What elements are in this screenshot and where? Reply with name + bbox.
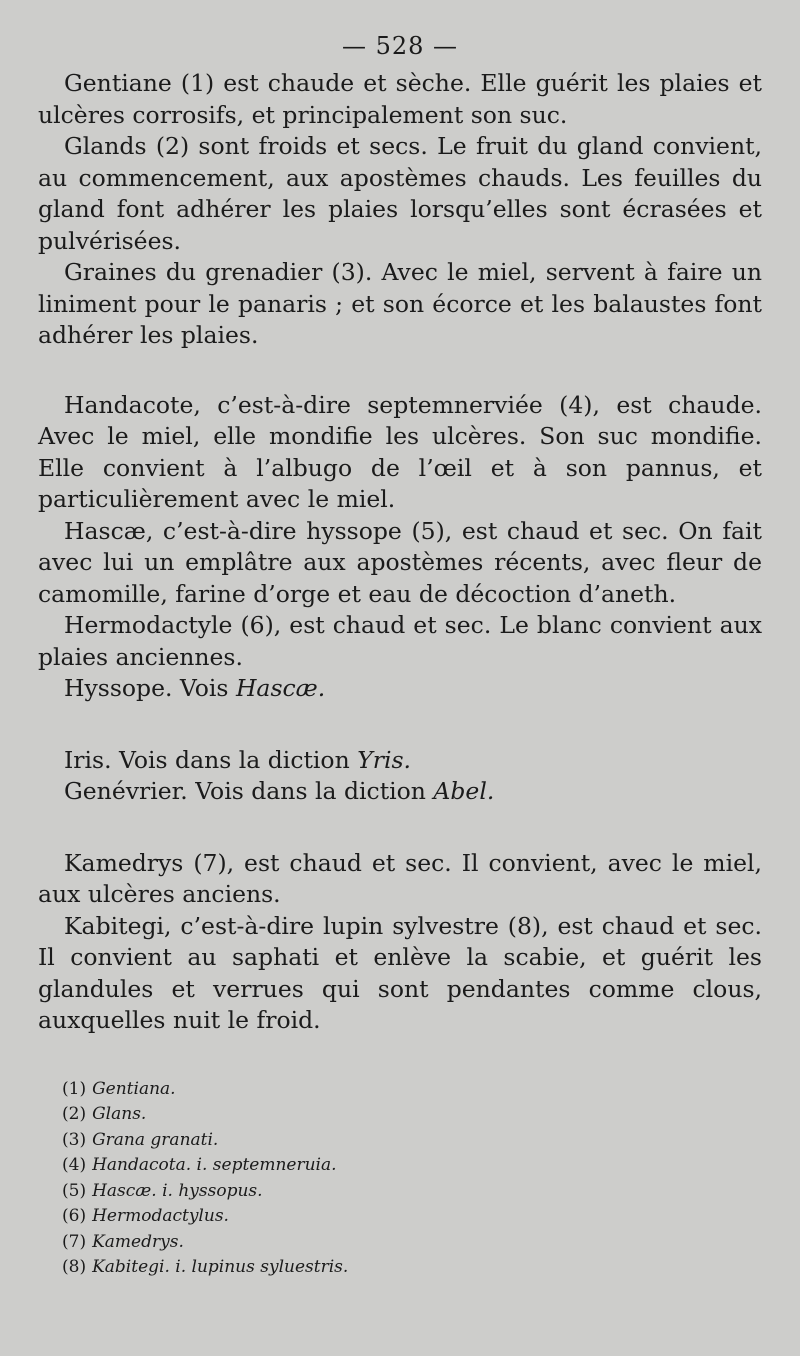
footnote: (2) Glans.: [62, 1104, 147, 1124]
xref-target: Yris.: [357, 745, 411, 774]
footnote: (5) Hascæ. i. hyssopus.: [62, 1180, 263, 1201]
section-gap: [38, 705, 762, 745]
page-number: — 528 —: [341, 32, 459, 60]
entry-genevrier: [38, 776, 762, 808]
entry-hyssope: [38, 673, 762, 705]
entry-graines-grenadier: Graines du grenadier (3). Avec le miel, servent à faire un liniment pour le panaris ; et son écorce et les balaustes font adhérer les plaies.: [38, 258, 762, 349]
entry-iris: [38, 745, 762, 777]
footnote: (1) Gentiana.: [62, 1078, 176, 1099]
footnote: (6) Hermodactylus.: [62, 1206, 229, 1226]
entry-handacote: Handacote, c’est-à-dire septemnerviée (4), est chaude. Avec le miel, elle mondifie les ulcères. Son suc mondifie. Elle convient à l’albugo de l’œil et à son pannus, et particulièrement avec le miel.: [38, 390, 762, 513]
xref-target: Abel.: [433, 777, 495, 805]
entry-hermodactyle: Hermodactyle (6), est chaud et sec. Le blanc convient aux plaies anciennes.: [38, 611, 762, 671]
footnote: (4) Handacota. i. septemneruia.: [62, 1155, 337, 1175]
xref-text: Iris. Vois dans la diction: [64, 745, 358, 774]
entry-kabitegi: Kabitegi, c’est-à-dire lupin sylvestre (8), est chaud et sec. Il convient au saphati et enlève la scabie, et guérit les glandules et verrues qui sont pendantes comme clous, auxquelles nuit le froid.: [38, 911, 762, 1034]
footnote: (7) Kamedrys.: [62, 1231, 184, 1252]
footnotes: [38, 1077, 762, 1281]
entry-kamedrys: Kamedrys (7), est chaud et sec. Il convient, avec le miel, aux ulcères anciens.: [38, 848, 762, 908]
entry-gentiane: Gentiane (1) est chaude et sèche. Elle guérit les plaies et ulcères corrosifs, et principalement son suc.: [38, 69, 762, 129]
entry-glands: Glands (2) sont froids et secs. Le fruit du gland convient, au commencement, aux apostèmes chauds. Les feuilles du gland font adhérer les plaies lorsqu’elles sont écrasées et pulvérisées.: [38, 132, 762, 255]
entry-hascae: Hascæ, c’est-à-dire hyssope (5), est chaud et sec. On fait avec lui un emplâtre aux apostèmes récents, avec fleur de camomille, farine d’orge et eau de décoction d’aneth.: [38, 516, 762, 608]
xref-text: Hyssope. Vois: [64, 674, 236, 702]
xref-target: Hascæ.: [235, 674, 326, 702]
xref-text: Genévrier. Vois dans la diction: [64, 777, 434, 805]
footnote: (3) Grana granati.: [62, 1129, 219, 1150]
footnote: (8) Kabitegi. i. lupinus syluestris.: [62, 1257, 349, 1277]
section-gap: [38, 808, 762, 848]
section-gap: [38, 352, 762, 390]
